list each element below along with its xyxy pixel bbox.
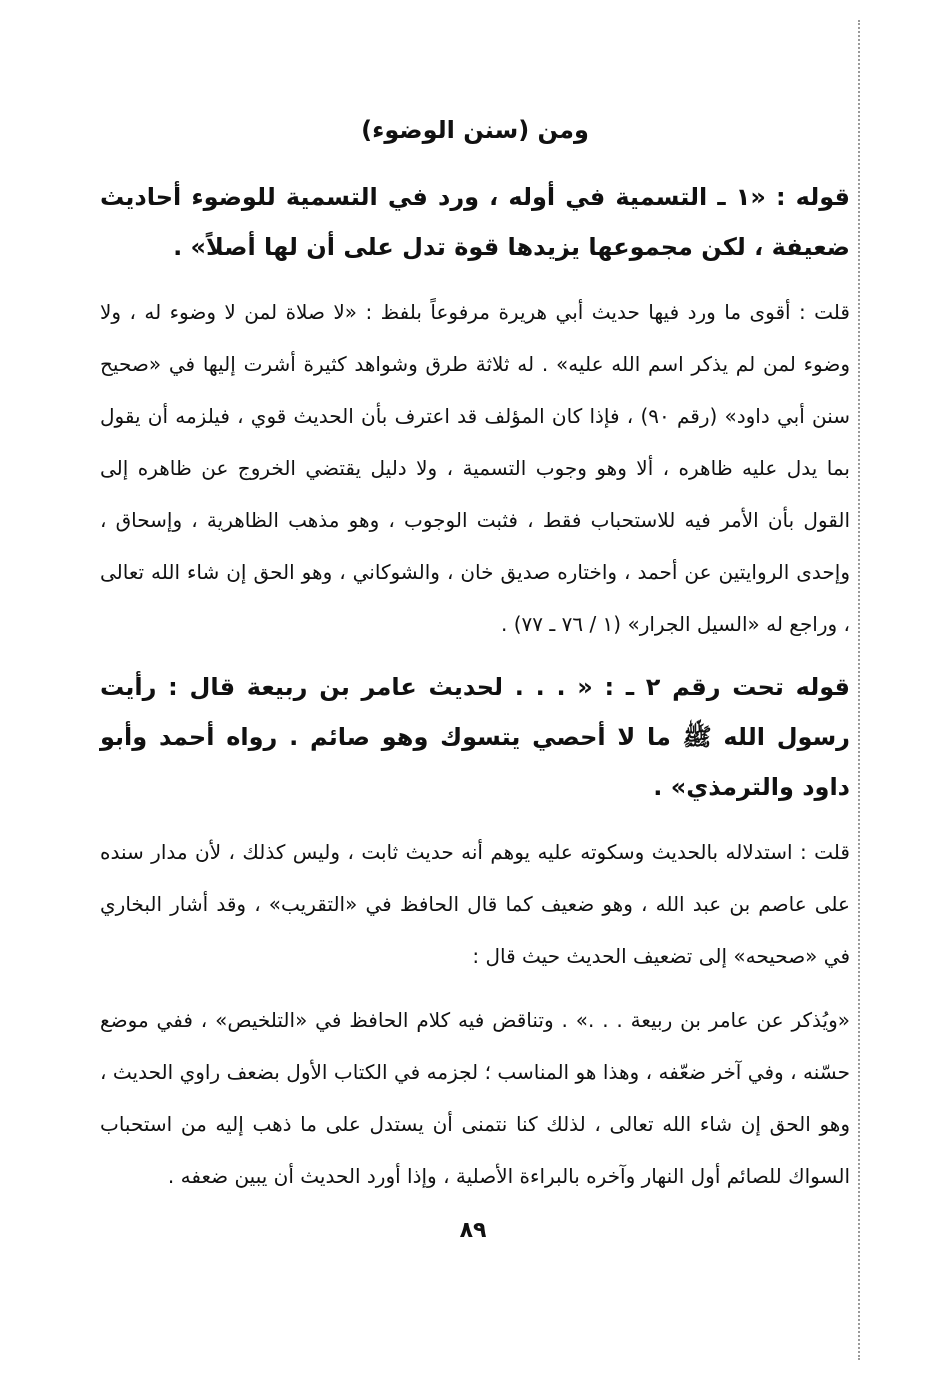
commentary-paragraph-2: قلت : استدلاله بالحديث وسكوته عليه يوهم أنه حديث ثابت ، وليس كذلك ، لأن مدار سنده على عاصم بن عبد الله ، وهو ضعيف كما قال الحافظ في «التقريب» ، وقد أشار البخاري في «صحيحه» إلى تضعيف الحديث حيث قال : [100, 840, 850, 968]
quoted-text-2: قوله تحت رقم ٢ ـ : « . . . لحديث عامر بن ربيعة قال : رأيت رسول الله ﷺ ما لا أحصي يتسوك وهو صائم . رواه أحمد وأبو داود والترمذي» . [100, 673, 850, 801]
commentary-paragraph-1: قلت : أقوى ما ورد فيها حديث أبي هريرة مرفوعاً بلفظ : «لا صلاة لمن لا وضوء له ، ولا وضوء لمن لم يذكر اسم الله عليه» . له ثلاثة طرق وشواهد كثيرة أشرت إليها في «صحيح سنن أبي داود» (رقم ٩٠) ، فإذا كان المؤلف قد اعترف بأن الحديث قوي ، فيلزمه أن يقول بما يدل عليه ظاهره ، ألا وهو وجوب التسمية ، ولا دليل يقتضي الخروج عن ظاهره إلى القول بأن الأمر فيه للاستحباب فقط ، فثبت الوجوب ، وهو مذهب الظاهرية ، وإسحاق ، وإحدى الروايتين عن أحمد ، واختاره صديق خان ، والشوكاني ، وهو الحق إن شاء الله تعالى ، وراجع له «السيل الجرار» (١ / ٧٦ ـ ٧٧) . [100, 300, 850, 636]
margin-dotted-rule [858, 20, 860, 1360]
page-number: ٨٩ [459, 1218, 487, 1243]
page-content [100, 100, 850, 1214]
section-heading: ومن (سنن الوضوء) [361, 116, 589, 144]
quoted-text-1: قوله : «١ ـ التسمية في أوله ، ورد في التسمية للوضوء أحاديث ضعيفة ، لكن مجموعها يزيدها قوة تدل على أن لها أصلاً» . [100, 183, 851, 261]
commentary-paragraph-3: «ويُذكر عن عامر بن ربيعة . . .» . وتناقض فيه كلام الحافظ في «التلخيص» ، ففي موضع حسّنه ، وفي آخر ضعّفه ، وهذا هو المناسب ؛ لجزمه في الكتاب الأول بضعف راوي الحديث ، وهو الحق إن شاء الله تعالى ، لذلك كنا نتمنى أن يستدل على ما ذهب إليه من استحباب السواك للصائم أول النهار وآخره بالبراءة الأصلية ، وإذا أورد الحديث أن يبين ضعفه . [100, 1008, 850, 1188]
